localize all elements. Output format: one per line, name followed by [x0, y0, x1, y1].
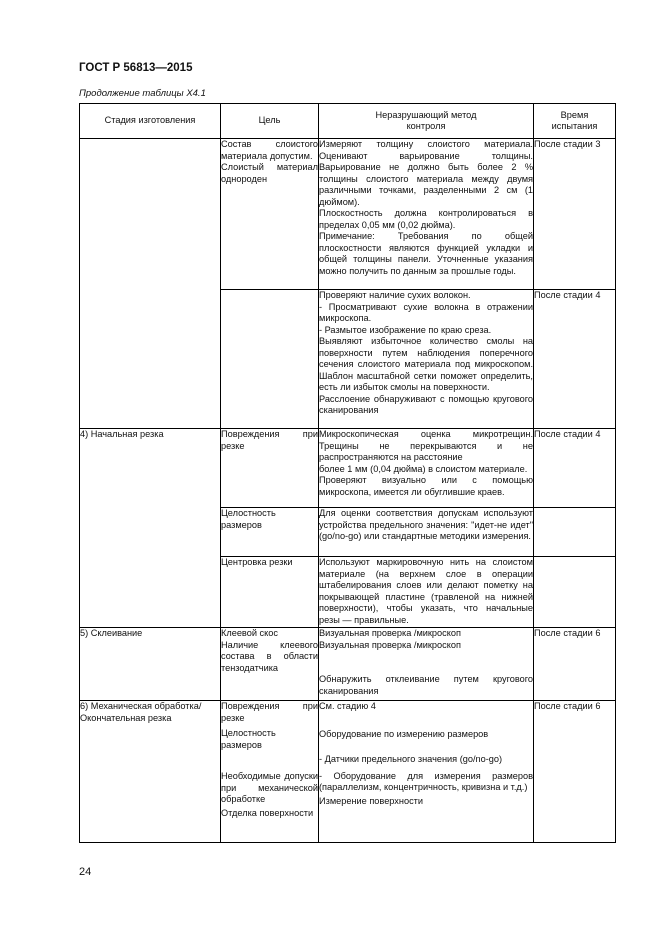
method-cell — [319, 557, 534, 628]
method-cell — [319, 701, 534, 843]
goal-text: Повреждения при резке — [221, 429, 318, 451]
goal-cell — [221, 139, 319, 290]
method-text: - Просматривают сухие волокна в отражении микроскопа. — [319, 301, 533, 323]
method-text: более 1 мм (0,04 дюйма) в слоистом материале. — [319, 463, 528, 474]
stage-cell: 4) Начальная резка — [80, 429, 221, 628]
method-cell — [319, 429, 534, 508]
method-text: - Датчики предельного значения (go/no-go) — [319, 754, 503, 764]
time-cell: После стадии 3 — [534, 139, 616, 290]
goal-cell — [221, 429, 319, 508]
table-row — [80, 429, 616, 508]
header-method: Неразрушающий метод контроля — [319, 104, 534, 139]
goal-cell — [221, 701, 319, 843]
method-text: Проверяют наличие сухих волокон. — [319, 290, 471, 300]
method-text: Выявляют избыточное количество смолы на поверхности путем наблюдения поперечного сечения слоистого материала под микроскопом. Шаблон масштабной сетки поможет определить, есть ли избыток смолы на поверхности. — [319, 336, 533, 392]
goal-text: Отделка поверхности — [221, 807, 314, 818]
inspection-table — [79, 103, 616, 843]
stage-cell: 6) Механическая обработка/Окончательная резка — [80, 701, 221, 843]
stage-cell — [80, 139, 221, 429]
method-text: Визуальная проверка /микроскоп — [319, 628, 461, 638]
goal-cell — [221, 628, 319, 701]
goal-cell — [221, 557, 319, 628]
goal-text: Центровка резки — [221, 557, 293, 567]
time-cell: После стадии 4 — [534, 290, 616, 429]
page-number: 24 — [79, 866, 92, 878]
method-text: - Оборудование для измерения размеров (параллелизм, концентричность, кривизна и т.д.) — [319, 770, 533, 792]
method-text: См. стадию 4 — [319, 701, 376, 711]
method-text: Микроскопическая оценка микротрещин. Трещины не перекрываются и не распространяются на расстояние — [319, 429, 533, 462]
goal-text: Наличие клеевого состава в области тензодатчика — [221, 639, 318, 673]
goal-text: Необходимые допуски при механической обработке — [221, 771, 318, 804]
method-text: Измеряют толщину слоистого материала. Оценивают варьирование толщины. Варьирование не должно быть более 2 % толщины слоистого материала между двумя различными точками, разделенными 2 см (1 дюймом). — [319, 139, 533, 207]
method-text: Примечание: Требования по общей плоскостности являются функцией укладки и общей толщины панели. Уточненные указания можно получить по данным за прошлые годы. — [319, 231, 533, 276]
method-text: Для оценки соответствия допускам используют устройства предельного значения: "идет-не идет" (go/no-go) или стандартные методики измерения. — [319, 508, 533, 541]
header-stage: Стадия изготовления — [80, 104, 221, 139]
header-goal: Цель — [221, 104, 319, 139]
method-text: - Размытое изображение по краю среза. — [319, 324, 492, 335]
method-text: Проверяют визуально или с помощью микроскопа, имеется ли обуглившие краев. — [319, 475, 533, 497]
method-text: Расслоение обнаруживают с помощью кругового сканирования — [319, 393, 533, 415]
method-cell — [319, 508, 534, 557]
method-text: Плоскостность должна контролироваться в пределах 0,05 мм (0,02 дюйма). — [319, 208, 533, 230]
stage-cell: 5) Склеивание — [80, 628, 221, 701]
table-row — [80, 628, 616, 701]
method-text: Оборудование по измерению размеров — [319, 728, 489, 739]
goal-cell — [221, 508, 319, 557]
method-text: Используют маркировочную нить на слоистом материале (на верхнем слое в операции штабелирования слоев или делают пометку на покрывающей пластине (травленой на нижней поверхности), чтобы указать, что начальные резы — правильные. — [319, 557, 533, 625]
goal-text: Целостность размеров — [221, 728, 276, 750]
standard-number: ГОСТ Р 56813—2015 — [79, 62, 193, 74]
time-cell: После стадии 4 — [534, 429, 616, 508]
method-cell — [319, 290, 534, 429]
time-cell — [534, 508, 616, 557]
table-header-row — [80, 104, 616, 139]
time-cell: После стадии 6 — [534, 628, 616, 701]
table-caption: Продолжение таблицы X4.1 — [79, 88, 206, 99]
goal-text: Целостность размеров — [221, 508, 276, 530]
time-cell — [534, 557, 616, 628]
method-text: Обнаружить отклеивание путем кругового сканирования — [319, 674, 533, 696]
header-time: Время испытания — [534, 104, 616, 139]
method-text: Измерение поверхности — [319, 795, 424, 806]
goal-cell — [221, 290, 319, 429]
table-row — [80, 139, 616, 290]
goal-text: Состав слоистого материала допустим. — [221, 139, 318, 161]
method-cell — [319, 628, 534, 701]
goal-text: Повреждения при резке — [221, 701, 318, 723]
method-cell — [319, 139, 534, 290]
goal-text: Слоистый материал однороден — [221, 162, 318, 184]
goal-text: Клеевой скос — [221, 628, 278, 638]
time-cell: После стадии 6 — [534, 701, 616, 843]
table-row — [80, 701, 616, 843]
method-text: Визуальная проверка /микроскоп — [319, 639, 461, 650]
